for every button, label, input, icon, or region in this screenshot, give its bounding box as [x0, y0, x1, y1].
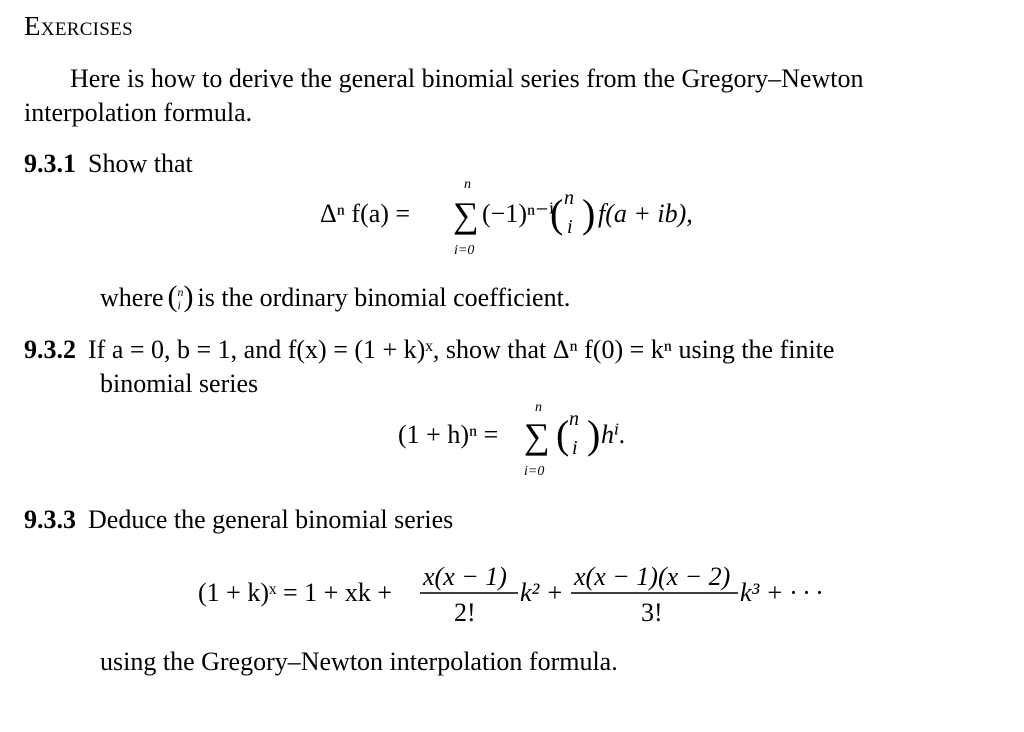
frac2-denominator: 3! [641, 598, 663, 627]
exercise-number: 9.3.1 [24, 149, 76, 178]
frac2-numerator: x(x − 1)(x − 2) [574, 562, 731, 591]
equation-9-3-1 [320, 170, 720, 269]
sum-lower-limit: i=0 [524, 464, 545, 479]
equation-svg [320, 170, 720, 260]
exercise-lead: Deduce the general binomial series [88, 505, 454, 534]
intro-text: Here is how to derive the general binomial series from the Gregory–Newton interpolation formula. [24, 64, 864, 127]
sign-term: (−1)ⁿ⁻ⁱ [482, 199, 555, 228]
binom-bottom: i [567, 216, 573, 238]
frac1-denominator: 2! [454, 598, 476, 627]
sum-upper-limit: n [464, 177, 471, 192]
frac1-term: k² + [520, 578, 564, 607]
exercise-9-3-3-note: using the Gregory–Newton interpolation formula. [100, 647, 618, 676]
note-post: is the ordinary binomial coefficient. [197, 283, 571, 312]
binom-bottom: i [572, 437, 578, 459]
eq-tail: hⁱ. [601, 420, 626, 449]
sum-icon: ∑ [524, 416, 550, 456]
exercise-number: 9.3.3 [24, 505, 76, 534]
equation-svg [398, 395, 658, 485]
eq-lhs: (1 + k)ˣ = 1 + xk + [198, 578, 392, 607]
equation-9-3-3 [198, 555, 838, 644]
binom-top: n [569, 408, 579, 430]
frac2-term: k³ + · · · [740, 578, 823, 607]
exercise-9-3-2 [24, 334, 834, 367]
exercise-9-3-1 [24, 148, 193, 181]
equation-9-3-2 [398, 395, 658, 494]
eq-lhs: (1 + h)ⁿ = [398, 420, 499, 449]
exercise-number: 9.3.2 [24, 335, 76, 364]
right-paren-icon: ) [183, 280, 194, 314]
right-paren-icon: ) [582, 191, 596, 236]
frac1-numerator: x(x − 1) [423, 562, 507, 591]
binom-top: n [177, 285, 184, 300]
intro-paragraph [24, 62, 984, 130]
equation-svg [198, 555, 838, 635]
exercise-9-3-3 [24, 504, 453, 537]
section-heading: Exercises [24, 11, 133, 41]
exercise-9-3-1-note [100, 282, 570, 315]
left-paren-icon: ( [167, 280, 178, 314]
eq-tail: f(a + ib), [598, 199, 693, 228]
exercise-lead: Show that [88, 149, 193, 178]
binom-top: n [564, 187, 574, 209]
right-paren-icon: ) [587, 412, 601, 457]
sum-lower-limit: i=0 [454, 243, 475, 258]
sum-icon: ∑ [453, 195, 479, 235]
exercise-lead: If a = 0, b = 1, and f(x) = (1 + k)ˣ, show that Δⁿ f(0) = kⁿ using the finite [88, 335, 835, 364]
inline-binomial [167, 280, 194, 315]
note-pre: where [100, 283, 164, 312]
left-paren-icon: ( [550, 191, 564, 236]
eq-lhs: Δⁿ f(a) = [320, 199, 411, 228]
sum-upper-limit: n [535, 400, 542, 415]
exercise-9-3-2-lead-cont: binomial series [100, 369, 259, 398]
binom-bottom: i [177, 298, 181, 313]
left-paren-icon: ( [556, 412, 570, 457]
